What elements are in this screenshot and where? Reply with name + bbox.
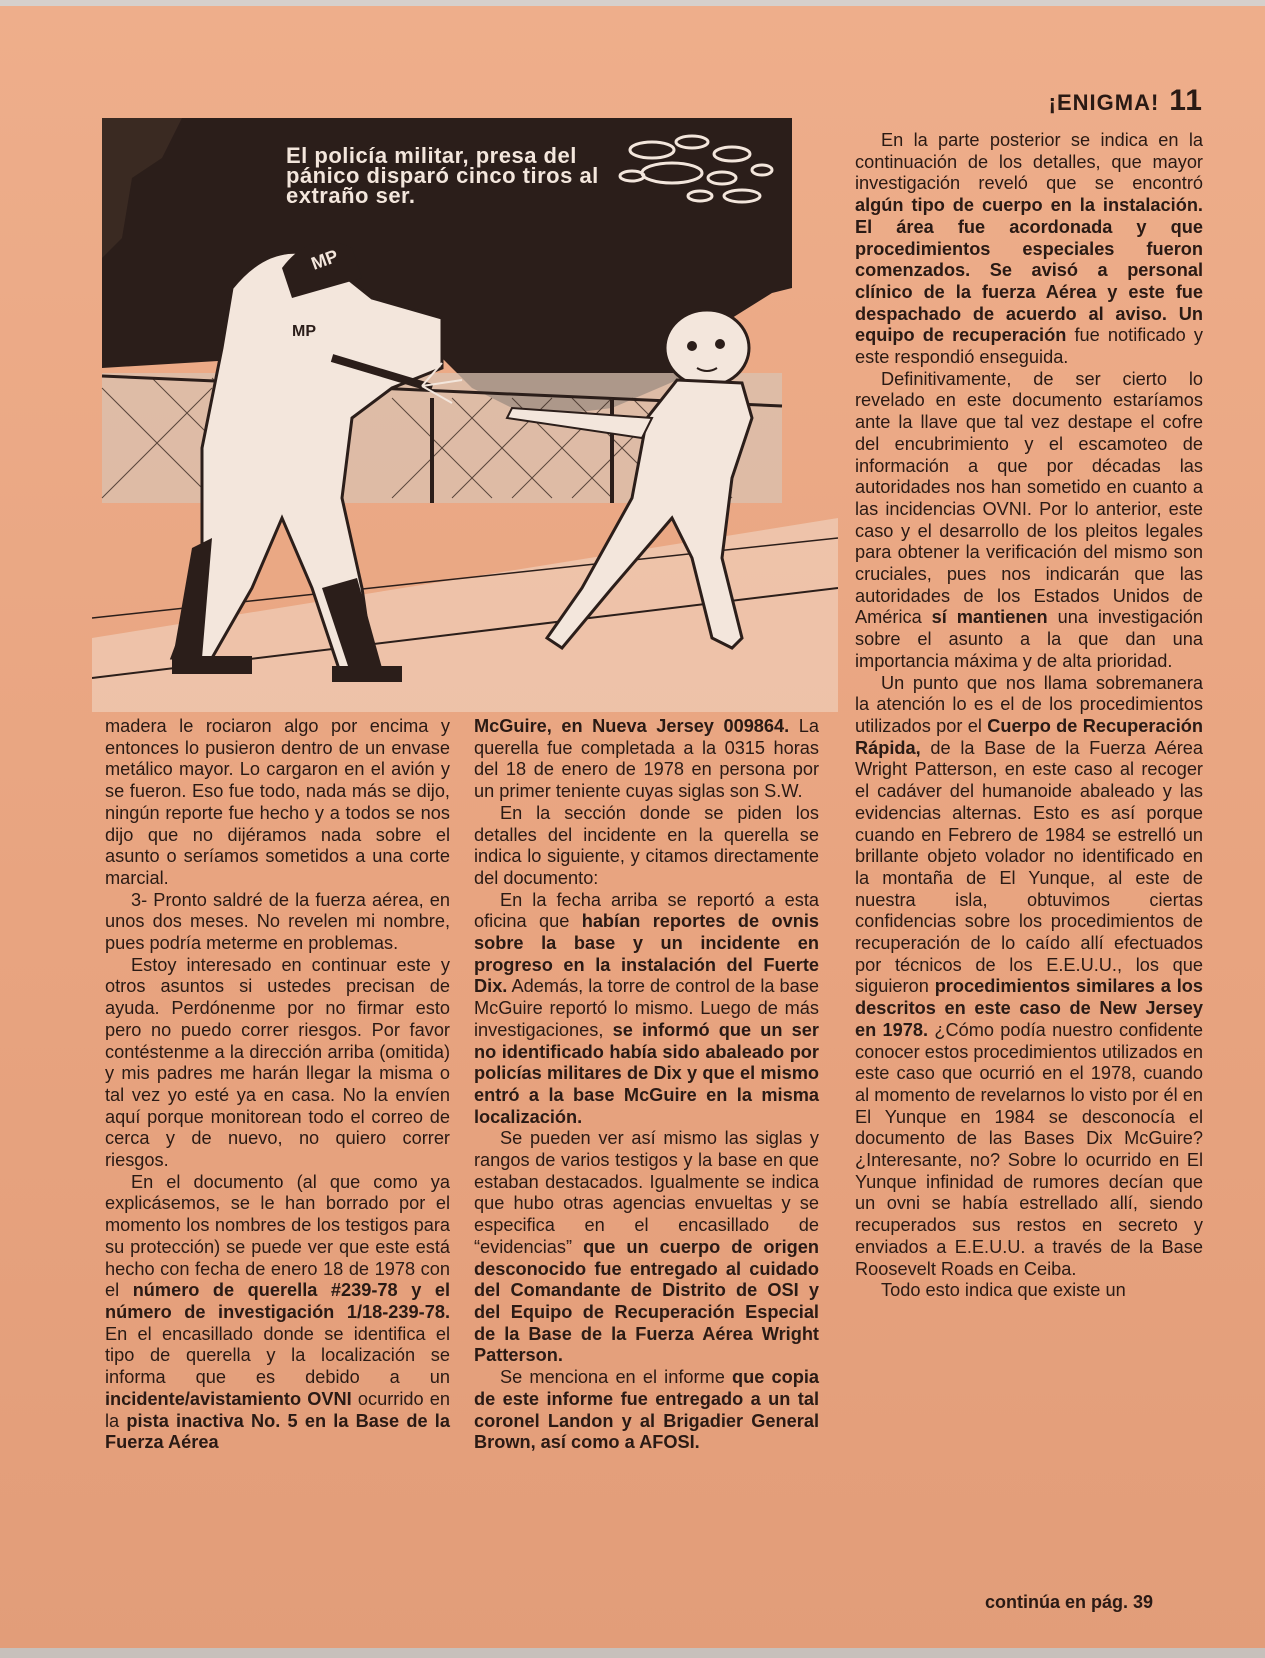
continuation-note: continúa en pág. 39: [985, 1592, 1154, 1612]
paragraph: [855, 673, 1203, 1281]
text-run: Además, la torre de control de la base McGuire reportó lo mismo. Luego de más investigaciones,: [474, 976, 819, 1040]
text-run: Se pueden ver así mismo las siglas y rangos de varios testigos y la base en que estaban destacados. Igualmente se indica que hubo otras agencias envueltas y se especifica en el encasillado de “evidencias”: [474, 1128, 819, 1257]
paragraph: madera le rociaron algo por encima y entonces lo pusieron dentro de un envase metálico mayor. Lo cargaron en el avión y se fueron. Eso fue todo, nada más se dijo, ningún reporte fue hecho y a todos se nos dijo que no dijéramos nada sobre el asunto o seríamos sometidos a una corte marcial.: [105, 716, 450, 888]
page-header: [1049, 84, 1203, 118]
paragraph: Estoy interesado en continuar este y otros asuntos si ustedes precisan de ayuda. Perdónenme por no firmar esto pero no puedo correr riesgos. Por favor contéstenme a la dirección arriba (omitida) y mis padres me harán llegar la misma o tal vez yo esté ya en casa. No la envíen aquí porque monitorean todo el correo de cerca y de nuevo, no quiero correr riesgos.: [105, 954, 450, 1171]
text-run: fue notificado y este respondió enseguida.: [855, 325, 1203, 368]
text-column-1: [105, 716, 450, 1454]
text-run: En el documento (al que como ya explicásemos, se le han borrado por el momento los nombres de los testigos para su protección) se puede ver que este está hecho con fecha de enero 18 de 1978 con el: [105, 1171, 450, 1301]
paragraph: [105, 1172, 450, 1454]
bold-run: se informó que un ser no identificado había sido abaleado por policías militares de Dix y que el mismo entró a la base McGuire en la misma localización.: [474, 1019, 819, 1127]
text-run: ¿Cómo podía nuestro confidente conocer estos procedimientos utilizados en este caso que ocurrió en el 1978, cuando al momento de revelarnos lo visto por él en El Yunque en 1984 se desconocía el documento de las Bases Dix McGuire? ¿Interesante, no? Sobre lo ocurrido en El Yunque infinidad de rumores decían que un ovni se había estrellado allí, siendo recuperados sus restos en secreto y enviados a E.E.U.U. a través de la Base Roosevelt Roads en Ceiba.: [855, 1019, 1203, 1279]
bold-run: Cuerpo de Recuperación Rápida,: [855, 715, 1203, 758]
page-edge-top: [0, 0, 1265, 6]
paragraph: [855, 369, 1203, 673]
paragraph: [855, 130, 1203, 369]
text-column-3: [855, 130, 1203, 1302]
illustration-caption: El policía militar, presa del pánico disparó cinco tiros al extraño ser.: [286, 143, 599, 208]
comic-illustration: [92, 118, 838, 712]
bold-run: habían reportes de ovnis sobre la base y un incidente en progreso en la instalación del Fuerte Dix.: [474, 911, 819, 997]
helmet-label: MP: [308, 245, 341, 274]
magazine-name: ¡ENIGMA!: [1048, 90, 1160, 115]
text-run: Definitivamente, de ser cierto lo revelado en este documento estaríamos ante la llave que tal vez destape el cofre del encubrimiento y el escamoteo de información a que por décadas las autoridades nos han sometido en cuanto a las incidencias OVNI. Por lo anterior, este caso y el desarrollo de los pleitos legales para obtener la verificación del mismo son cruciales, pues nos indicarán que las autoridades de los Estados Unidos de América: [855, 368, 1203, 628]
paragraph: [474, 1367, 819, 1454]
bold-run: pista inactiva No. 5 en la Base de la Fuerza Aérea: [105, 1410, 450, 1453]
bold-run: incidente/avistamiento OVNI: [105, 1388, 352, 1409]
text-run: Un punto que nos llama sobremanera la atención lo es el de los procedimientos utilizados por el: [855, 672, 1203, 736]
bold-run: algún tipo de cuerpo en la instalación. El área fue acordonada y que procedimientos especiales fueron comenzados. Se avisó a personal clínico de la fuerza Aérea y este fue despachado de acuerdo al aviso. Un equipo de recuperación: [855, 195, 1203, 346]
text-run: Se menciona en el informe: [500, 1367, 725, 1388]
illustration-drawing: [92, 118, 838, 712]
bold-run: McGuire, en Nueva Jersey 009864.: [474, 716, 790, 736]
text-run: La querella fue completada a la 0315 horas del 18 de enero de 1978 en persona por un primer teniente cuyas siglas son S.W.: [474, 716, 819, 802]
text-run: de la Base de la Fuerza Aérea Wright Patterson, en este caso al recoger el cadáver del humanoide abaleado y las evidencias alternas. Esto es así porque cuando en Febrero de 1984 se estrelló un brillante objeto volador no identificado en la montaña de El Yunque, al este de nuestra isla, obtuvimos ciertas confidencias sobre los procedimientos de recuperación de lo caído allí efectuados por técnicos de los E.E.U.U., los que siguieron: [855, 737, 1203, 997]
text-run: ocurrido en la: [105, 1388, 450, 1431]
text-run: En la fecha arriba se reportó a esta oficina que: [474, 889, 819, 932]
text-run: una investigación sobre el asunto a la que dan una importancia máxima y de alta prioridad.: [855, 607, 1203, 671]
paragraph: En la sección donde se piden los detalles del incidente en la querella se indica lo siguiente, y citamos directamente del documento:: [474, 802, 819, 888]
page-edge-bottom: [0, 1648, 1265, 1658]
text-run: En la parte posterior se indica en la continuación de los detalles, que mayor investigación reveló que se encontró: [855, 130, 1203, 194]
text-column-2: [474, 716, 819, 1454]
text-run: En el encasillado donde se identifica el tipo de querella y la localización se informa que es debido a un: [105, 1323, 450, 1388]
bold-run: que copia de este informe fue entregado a un tal coronel Landon y al Brigadier General Brown, así como a AFOSI.: [474, 1367, 819, 1453]
bold-run: sí mantienen: [931, 607, 1048, 628]
paragraph: 3- Pronto saldré de la fuerza aérea, en unos dos meses. No revelen mi nombre, pues podría meterme en problemas.: [105, 889, 450, 954]
paragraph: [474, 1128, 819, 1367]
bold-run: procedimientos similares a los descritos en este caso de New Jersey en 1978.: [855, 976, 1203, 1040]
paragraph: [474, 716, 819, 803]
paragraph: [474, 890, 819, 1129]
bold-run: que un cuerpo de origen desconocido fue entregado al cuidado del Comandante de Distrito de OSI y del Equipo de Recuperación Especial de la Base de la Fuerza Aérea Wright Patterson.: [474, 1236, 820, 1366]
paragraph: Todo esto indica que existe un: [881, 1280, 1126, 1301]
page-number: 11: [1169, 84, 1203, 117]
armband-label: MP: [292, 323, 316, 340]
bold-run: número de querella #239-78 y el número de investigación 1/18-239-78.: [105, 1280, 450, 1322]
